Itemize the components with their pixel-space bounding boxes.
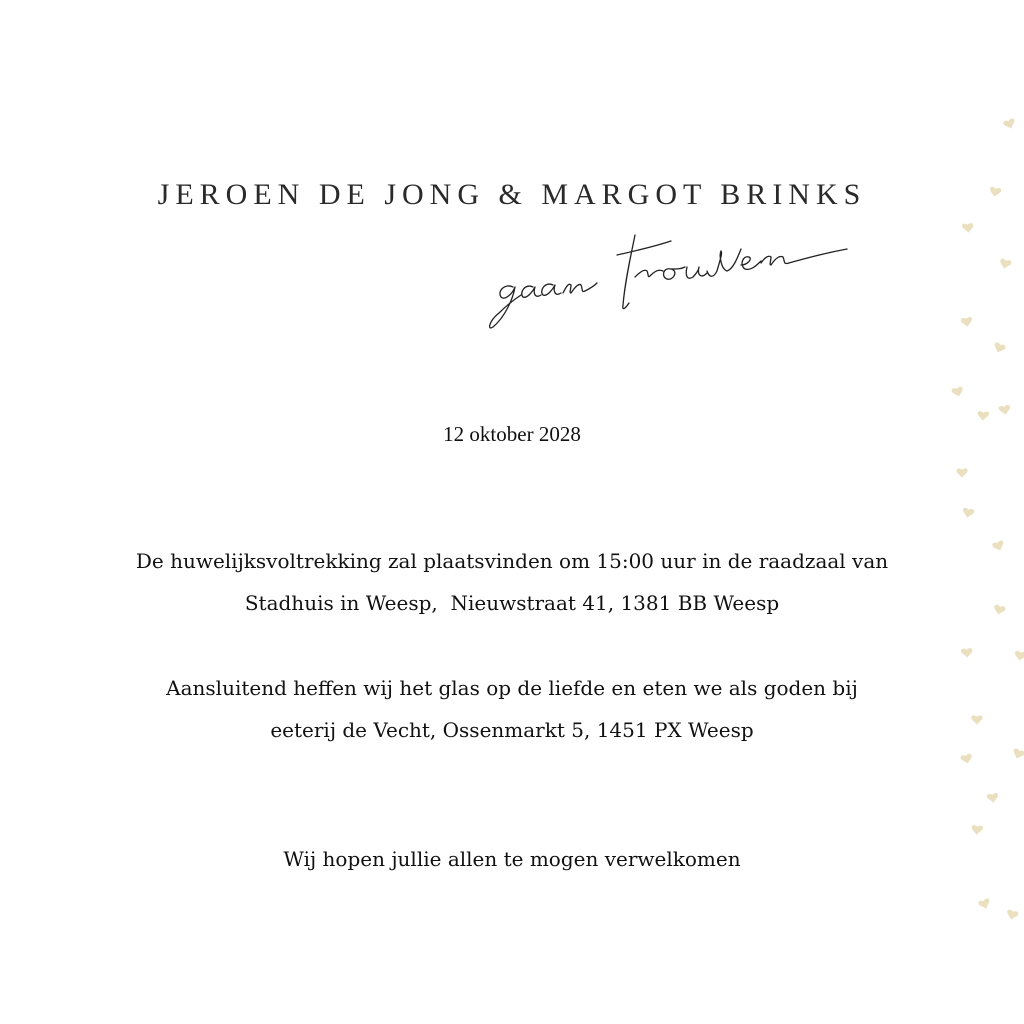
handwritten-gaan-trouwen	[485, 225, 855, 335]
heart-icon	[971, 715, 982, 724]
wedding-date: 12 oktober 2028	[443, 422, 581, 446]
heart-icon	[977, 411, 989, 421]
heart-icon	[986, 792, 999, 803]
heart-icon	[1003, 118, 1017, 131]
heart-icon	[1006, 909, 1019, 921]
ceremony-line-1: De huwelijksvoltrekking zal plaatsvinden om 15:00 uur in de raadzaal van	[135, 549, 889, 573]
heart-icon	[960, 753, 973, 765]
heart-icon	[1011, 748, 1024, 761]
ceremony-paragraph	[60, 540, 964, 624]
heart-icon	[956, 468, 967, 477]
heart-icon	[960, 316, 973, 327]
heart-icon	[962, 223, 974, 233]
dinner-paragraph	[60, 667, 964, 751]
heart-icon	[999, 258, 1012, 270]
heart-icon	[992, 540, 1006, 553]
couple-names: JEROEN DE JONG & MARGOT BRINKS	[157, 178, 867, 211]
ceremony-line-2: Stadhuis in Weesp, Nieuwstraat 41, 1381 BB Weesp	[244, 591, 780, 615]
heart-icon	[961, 648, 973, 658]
heart-icon	[992, 342, 1006, 355]
heart-icon	[998, 404, 1011, 415]
heart-icon	[1014, 650, 1024, 661]
heart-icon	[993, 604, 1006, 616]
heart-icon	[962, 507, 975, 518]
script-subtitle	[485, 225, 855, 335]
dinner-line-1: Aansluitend heffen wij het glas op de liefde en eten we als goden bij	[166, 676, 858, 700]
dinner-line-2: eeterij de Vecht, Ossenmarkt 5, 1451 PX Weesp	[270, 718, 754, 742]
heart-icon	[971, 825, 983, 835]
closing-line: Wij hopen jullie allen te mogen verwelkomen	[283, 847, 741, 871]
heart-icon	[951, 386, 964, 398]
heart-icon	[978, 898, 992, 911]
